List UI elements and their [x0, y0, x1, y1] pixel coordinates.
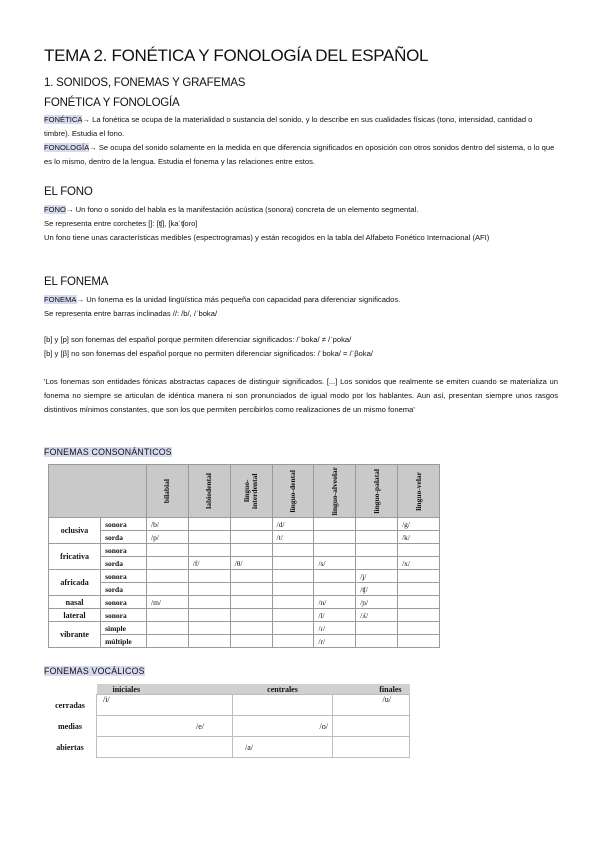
cell — [272, 557, 314, 570]
row-group: africada — [49, 570, 101, 596]
cell — [230, 609, 272, 622]
cell: /θ/ — [230, 557, 272, 570]
consonant-table-label: FONEMAS CONSONÁNTICOS — [44, 447, 172, 457]
cell — [398, 583, 440, 596]
cell — [230, 622, 272, 635]
cell — [147, 609, 189, 622]
vowel-table-label: FONEMAS VOCÁLICOS — [44, 666, 145, 676]
row-sub: sonora — [101, 544, 147, 557]
cell — [147, 635, 189, 648]
col-header: finales — [333, 684, 410, 695]
cell: /o/ — [233, 716, 333, 737]
cell: /u/ — [333, 695, 410, 716]
cell — [356, 531, 398, 544]
col-header: linguo-interdental — [242, 473, 260, 509]
cell — [188, 570, 230, 583]
cell: /t/ — [272, 531, 314, 544]
cell — [230, 583, 272, 596]
table-row — [49, 557, 440, 570]
fonema-paragraph — [44, 293, 558, 307]
cell — [272, 583, 314, 596]
table-row — [49, 518, 440, 531]
row-group: oclusiva — [49, 518, 101, 544]
cell — [272, 570, 314, 583]
cell — [147, 622, 189, 635]
cell — [188, 518, 230, 531]
fonema-line-4: [b] y [β] no son fonemas del español porque no permiten diferenciar significados: /ˈboka/ = /ˈβoka/ — [44, 349, 373, 358]
cell: /s/ — [314, 557, 356, 570]
cell — [398, 635, 440, 648]
cell — [356, 518, 398, 531]
cell: /f/ — [188, 557, 230, 570]
row-sub: sonora — [101, 570, 147, 583]
cell — [272, 544, 314, 557]
fonema-heading: EL FONEMA — [44, 276, 109, 288]
fonetica-paragraph — [44, 113, 558, 141]
cell: /k/ — [398, 531, 440, 544]
col-header: labiodental — [204, 473, 214, 509]
cell — [356, 622, 398, 635]
cell — [230, 570, 272, 583]
cell — [188, 583, 230, 596]
table-row — [49, 544, 440, 557]
vowel-table — [44, 684, 410, 758]
consonant-table-header — [49, 465, 440, 518]
row-header: cerradas — [55, 700, 85, 710]
cell — [188, 609, 230, 622]
cell — [188, 544, 230, 557]
cell — [230, 635, 272, 648]
cell — [147, 570, 189, 583]
cell — [188, 531, 230, 544]
cell: /ʎ/ — [356, 609, 398, 622]
cell: /l/ — [314, 609, 356, 622]
fono-term: FONO — [44, 205, 66, 214]
cell: /m/ — [147, 596, 189, 609]
cell: /ʧ/ — [356, 583, 398, 596]
cell — [147, 544, 189, 557]
fonologia-text: → Se ocupa del sonido solamente en la medida en que diferencia significados en oposición con otros sonidos dentro del sistema, o lo que es lo mismo, dentro de la lengua. Estudia el fonema y las relaciones entre estos. — [44, 143, 555, 166]
cell — [230, 531, 272, 544]
row-sub: sonora — [101, 518, 147, 531]
cell: /x/ — [398, 557, 440, 570]
fono-paragraph — [44, 203, 558, 217]
table-row — [49, 622, 440, 635]
cell: /a/ — [233, 737, 333, 758]
section-heading: 1. SONIDOS, FONEMAS Y GRAFEMAS — [44, 77, 246, 89]
cell — [147, 583, 189, 596]
table-row — [49, 635, 440, 648]
cell — [272, 609, 314, 622]
cell — [188, 622, 230, 635]
fonema-line-3: [b] y [p] son fonemas del español porque permiten diferenciar significados: /ˈboka/ ≠ /ˈpoka/ — [44, 335, 352, 344]
fono-text: → Un fono o sonido del habla es la manifestación acústica (sonora) concreta de un elemento segmental. — [65, 205, 419, 214]
cell — [356, 557, 398, 570]
cell: /ʝ/ — [356, 570, 398, 583]
cell — [398, 596, 440, 609]
cell: /i/ — [97, 695, 233, 716]
table-row — [44, 737, 410, 758]
cell: /r/ — [314, 635, 356, 648]
row-sub: simple — [101, 622, 147, 635]
fonologia-term: FONOLOGÍA — [44, 143, 90, 152]
table-row — [49, 570, 440, 583]
cell: /b/ — [147, 518, 189, 531]
cell: /ɲ/ — [356, 596, 398, 609]
table-row — [49, 531, 440, 544]
row-group: fricativa — [49, 544, 101, 570]
cell — [356, 635, 398, 648]
cell — [230, 544, 272, 557]
fono-line-3: Un fono tiene unas características medibles (espectrogramas) y están recogidos en la tabla del Alfabeto Fonético Internacional (AFI) — [44, 233, 490, 242]
quote-paragraph: 'Los fonemas son entidades fónicas abstractas capaces de distinguir significados. [...] Los sonidos que realmente se emiten cuando se materializa un fonema no siempre se articulan de idéntica manera ni son pronunciados de igual modo por los hablantes. Aun así, presentan siempre unos rasgos distintivos mínimos constantes, que son los que permiten percibirlos como realizaciones de un mismo fonema' — [44, 377, 558, 414]
row-sub: múltiple — [101, 635, 147, 648]
row-sub: sorda — [101, 557, 147, 570]
cell — [314, 583, 356, 596]
row-header: abiertas — [56, 742, 84, 752]
cell — [398, 570, 440, 583]
col-header: bilabial — [162, 478, 172, 504]
col-header: linguo-palatal — [371, 468, 381, 514]
cell — [188, 596, 230, 609]
subsection-heading-fonetica-fonologia: FONÉTICA Y FONOLOGÍA — [44, 97, 180, 109]
fono-line-2: Se representa entre corchetes []: [ʧ], [kaˈʧoɾo] — [44, 219, 198, 228]
consonant-table — [48, 464, 440, 648]
row-sub: sorda — [101, 583, 147, 596]
cell — [398, 622, 440, 635]
fonema-term: FONEMA — [44, 295, 77, 304]
cell: /d/ — [272, 518, 314, 531]
cell — [272, 596, 314, 609]
row-sub: sorda — [101, 531, 147, 544]
cell — [356, 544, 398, 557]
cell — [147, 557, 189, 570]
cell: /p/ — [147, 531, 189, 544]
cell — [314, 544, 356, 557]
table-row — [49, 596, 440, 609]
cell — [272, 622, 314, 635]
row-header: medias — [58, 721, 82, 731]
row-group: vibrante — [49, 622, 101, 648]
cell — [314, 518, 356, 531]
cell — [398, 609, 440, 622]
table-row — [44, 716, 410, 737]
cell — [398, 544, 440, 557]
fonema-text: → Un fonema es la unidad lingüística más pequeña con capacidad para diferenciar significados. — [76, 295, 401, 304]
fonologia-paragraph — [44, 141, 558, 169]
col-header: linguo-dental — [287, 469, 297, 513]
row-sub: sonora — [101, 609, 147, 622]
page-title: TEMA 2. FONÉTICA Y FONOLOGÍA DEL ESPAÑOL — [44, 46, 429, 65]
fonetica-term: FONÉTICA — [44, 115, 83, 124]
cell — [188, 635, 230, 648]
col-header: centrales — [233, 684, 333, 695]
cell: /e/ — [97, 716, 233, 737]
vowel-table-header — [44, 684, 410, 695]
row-sub: sonora — [101, 596, 147, 609]
fono-heading: EL FONO — [44, 186, 93, 198]
cell — [314, 570, 356, 583]
table-row — [49, 583, 440, 596]
cell — [314, 531, 356, 544]
cell: /g/ — [398, 518, 440, 531]
table-row — [44, 695, 410, 716]
col-header: iniciales — [97, 684, 233, 695]
col-header: linguo-velar — [413, 471, 423, 511]
cell — [272, 635, 314, 648]
cell — [230, 518, 272, 531]
table-row — [49, 609, 440, 622]
col-header: linguo-alveolar — [329, 466, 339, 516]
fonema-line-2: Se representa entre barras inclinadas //: /b/, /ˈboka/ — [44, 309, 218, 318]
cell: /n/ — [314, 596, 356, 609]
row-group: nasal — [49, 596, 101, 609]
cell: /ɾ/ — [314, 622, 356, 635]
cell — [230, 596, 272, 609]
row-group: lateral — [49, 609, 101, 622]
fonetica-text: → La fonética se ocupa de la materialidad o sustancia del sonido, y lo describe en sus cualidades físicas (tono, intensidad, cantidad o timbre). Estudia el fono. — [44, 115, 533, 138]
